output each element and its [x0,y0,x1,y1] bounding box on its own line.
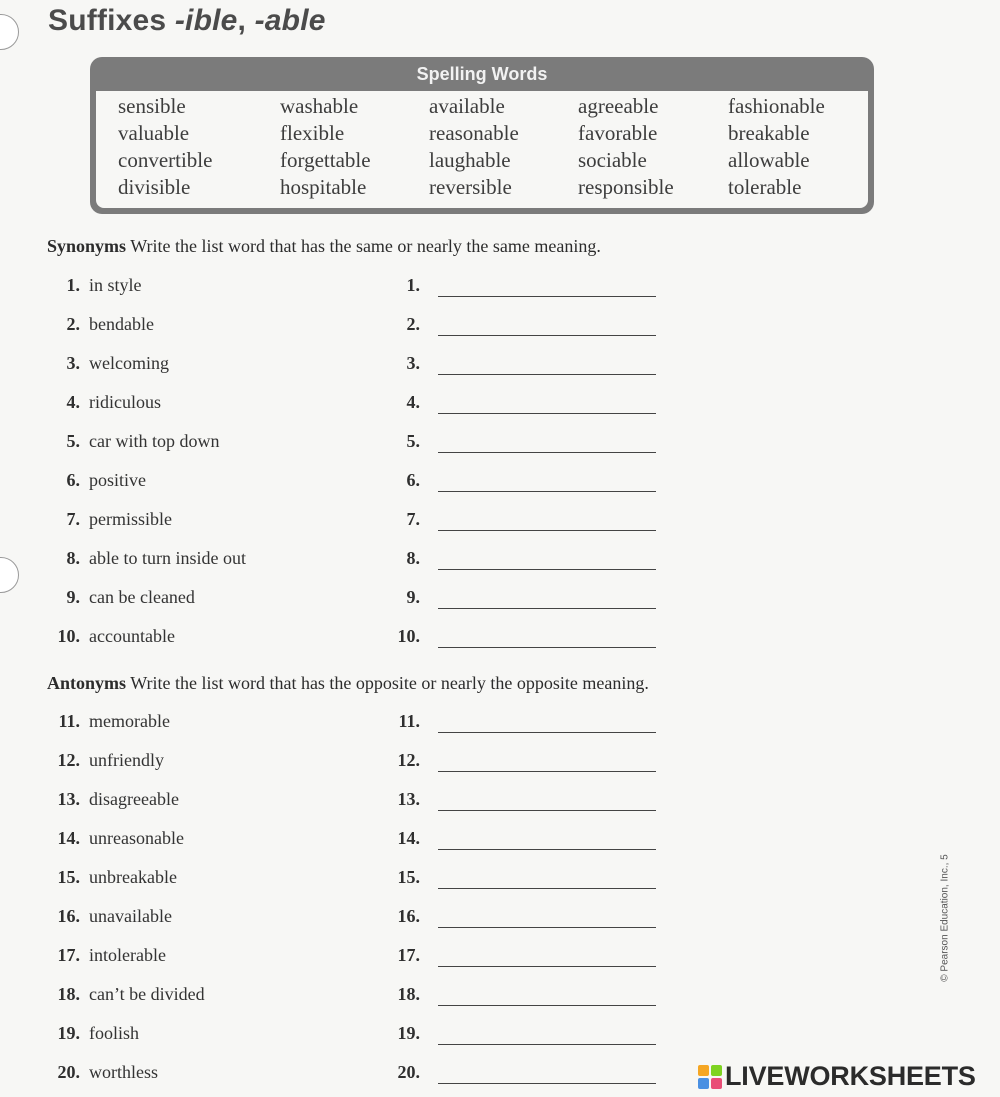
answer-number: 1. [406,275,420,295]
item-number: 1. [66,275,80,295]
answer-blank[interactable] [438,946,656,967]
spelling-word: forgettable [280,148,371,172]
spelling-word: laughable [429,148,511,172]
item-clue: unreasonable [89,828,184,848]
answer-number: 14. [397,828,420,848]
item-clue: can be cleaned [89,587,195,607]
copyright-notice: © Pearson Education, Inc., 5 [939,854,951,982]
antonyms-instruction: Write the list word that has the opposite or nearly the opposite meaning. [130,673,649,693]
answer-blank[interactable] [438,354,656,375]
synonym-item [0,583,700,611]
answer-blank[interactable] [438,315,656,336]
item-number: 14. [57,828,80,848]
answer-number: 13. [397,789,420,809]
item-clue: in style [89,275,142,295]
word-column-4 [578,93,674,201]
synonym-item [0,349,700,377]
answer-number: 15. [397,867,420,887]
synonym-item [0,388,700,416]
answer-number: 4. [406,392,420,412]
spelling-word: favorable [578,121,658,145]
spelling-word: available [429,94,505,118]
spelling-words-header: Spelling Words [416,64,548,84]
spelling-word: tolerable [728,175,802,199]
answer-number: 10. [397,626,420,646]
synonyms-label: Synonyms [47,236,127,256]
answer-blank[interactable] [438,510,656,531]
answer-number: 12. [397,750,420,770]
antonym-item [0,824,700,852]
item-number: 15. [57,867,80,887]
answer-number: 9. [406,587,420,607]
answer-number: 3. [406,353,420,373]
item-number: 9. [66,587,80,607]
answer-blank[interactable] [438,790,656,811]
answer-blank[interactable] [438,432,656,453]
item-clue: welcoming [89,353,169,373]
answer-number: 8. [406,548,420,568]
answer-number: 11. [398,711,420,731]
antonym-item [0,746,700,774]
item-clue: car with top down [89,431,220,451]
liveworksheets-logo-icon [698,1065,722,1089]
title-separator: , [237,4,255,37]
item-clue: disagreeable [89,789,179,809]
title-prefix: Suffixes [48,4,175,37]
synonym-item [0,427,700,455]
answer-blank[interactable] [438,868,656,889]
spelling-word: sensible [118,94,186,118]
word-column-2 [280,93,371,201]
spelling-word: washable [280,94,359,118]
item-number: 7. [66,509,80,529]
answer-number: 17. [397,945,420,965]
synonyms-heading [47,236,601,257]
answer-blank[interactable] [438,588,656,609]
item-number: 16. [57,906,80,926]
page-title [48,4,326,38]
answer-blank[interactable] [438,751,656,772]
item-clue: intolerable [89,945,166,965]
spelling-word: fashionable [728,94,825,118]
item-clue: unfriendly [89,750,164,770]
spelling-words-box [90,57,874,214]
binder-hole-top [0,14,19,50]
answer-number: 20. [397,1062,420,1082]
answer-number: 5. [406,431,420,451]
antonym-item [0,1058,700,1086]
antonyms-heading [47,673,649,694]
answer-blank[interactable] [438,985,656,1006]
item-clue: positive [89,470,146,490]
answer-number: 7. [406,509,420,529]
antonym-item [0,707,700,735]
item-number: 2. [66,314,80,334]
answer-blank[interactable] [438,1063,656,1084]
item-number: 11. [58,711,80,731]
answer-blank[interactable] [438,907,656,928]
spelling-word: valuable [118,121,190,145]
item-number: 6. [66,470,80,490]
item-number: 19. [57,1023,80,1043]
synonym-item [0,466,700,494]
title-suffix-able: -able [254,4,326,37]
antonym-item [0,941,700,969]
answer-blank[interactable] [438,549,656,570]
item-clue: unavailable [89,906,172,926]
answer-number: 2. [406,314,420,334]
item-clue: accountable [89,626,175,646]
item-clue: can’t be divided [89,984,205,1004]
item-clue: able to turn inside out [89,548,246,568]
answer-number: 19. [397,1023,420,1043]
synonym-item [0,310,700,338]
spelling-word: reasonable [429,121,519,145]
spelling-word: reversible [429,175,512,199]
logo-square [711,1065,722,1076]
spelling-word: convertible [118,148,213,172]
item-number: 4. [66,392,80,412]
synonyms-instruction: Write the list word that has the same or nearly the same meaning. [130,236,601,256]
item-clue: foolish [89,1023,140,1043]
item-number: 12. [57,750,80,770]
spelling-word: flexible [280,121,345,145]
answer-blank[interactable] [438,393,656,414]
word-column-1 [118,93,212,201]
logo-square [698,1065,709,1076]
item-number: 3. [66,353,80,373]
item-clue: ridiculous [89,392,161,412]
spelling-word: hospitable [280,175,367,199]
item-clue: unbreakable [89,867,177,887]
answer-blank[interactable] [438,471,656,492]
antonym-item [0,785,700,813]
item-clue: memorable [89,711,170,731]
item-number: 18. [57,984,80,1004]
spelling-word: allowable [728,148,810,172]
spelling-word: agreeable [578,94,659,118]
item-number: 13. [57,789,80,809]
answer-number: 16. [397,906,420,926]
spelling-word: sociable [578,148,647,172]
item-clue: bendable [89,314,154,334]
answer-number: 6. [406,470,420,490]
answer-blank[interactable] [438,712,656,733]
spelling-word: responsible [578,175,674,199]
brand-name: LIVEWORKSHEETS [725,1061,976,1091]
synonym-item [0,544,700,572]
answer-number: 18. [397,984,420,1004]
logo-square [698,1078,709,1089]
word-column-5 [728,93,825,201]
antonym-item [0,863,700,891]
synonym-item [0,622,700,650]
spelling-word: divisible [118,175,191,199]
spelling-word: breakable [728,121,810,145]
liveworksheets-brand[interactable] [698,1061,976,1092]
answer-blank[interactable] [438,829,656,850]
logo-square [711,1078,722,1089]
answer-blank[interactable] [438,276,656,297]
antonym-item [0,980,700,1008]
synonym-item [0,271,700,299]
answer-blank[interactable] [438,1024,656,1045]
synonym-item [0,505,700,533]
title-suffix-ible: -ible [174,4,238,37]
spelling-words-list [96,91,868,208]
antonyms-label: Antonyms [47,673,127,693]
item-number: 20. [57,1062,80,1082]
item-number: 17. [57,945,80,965]
antonym-item [0,1019,700,1047]
item-clue: worthless [89,1062,158,1082]
item-number: 5. [66,431,80,451]
item-number: 8. [66,548,80,568]
item-number: 10. [57,626,80,646]
word-column-3 [429,93,519,201]
answer-blank[interactable] [438,627,656,648]
antonym-item [0,902,700,930]
item-clue: permissible [89,509,172,529]
